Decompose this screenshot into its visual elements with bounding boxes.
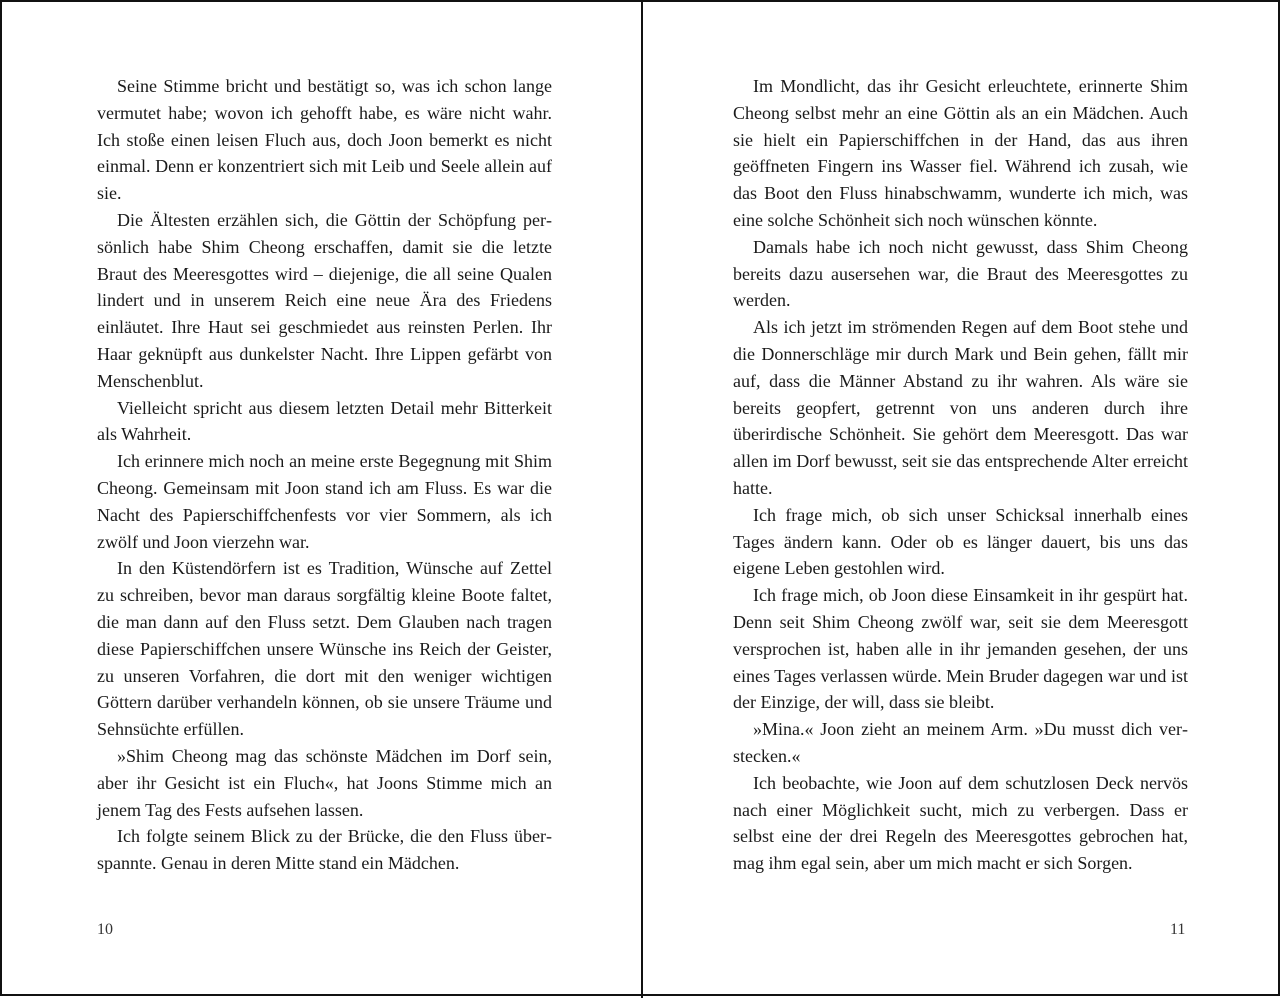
right-page-body bbox=[733, 73, 1188, 877]
left-page-body bbox=[97, 73, 552, 877]
paragraph: Ich beobachte, wie Joon auf dem schutzlosen Deck nervös nach einer Möglichkeit sucht, mich zu verbergen. Dass er selbst eine der drei Regeln des Meeresgottes gebrochen hat, mag ihm egal sein, aber um mich macht er sich Sorgen. bbox=[733, 772, 1188, 874]
paragraph: »Shim Cheong mag das schönste Mädchen im Dorf sein, aber ihr Gesicht ist ein Fluch«, hat Joons Stimme mich an jenem Tag des Fests aufsehen lassen. bbox=[97, 745, 552, 820]
paragraph: Damals habe ich noch nicht gewusst, dass Shim Cheong bereits dazu ausersehen war, die Braut des Meeresgottes zu werden. bbox=[733, 236, 1188, 311]
left-page bbox=[2, 2, 641, 998]
paragraph: In den Küstendörfern ist es Tradition, Wünsche auf Zettel zu schreiben, bevor man daraus sorgfältig kleine Boote faltet, die man dann auf den Fluss setzt. Dem Glauben nach tragen diese Papierschiffchen unsere Wünsche ins Reich der Geister, zu unseren Vorfahren, die dort mit den weniger wichtigen Göttern darüber verhandeln können, ob sie unsere Träume und Sehnsüchte erfüllen. bbox=[97, 558, 552, 740]
paragraph: Als ich jetzt im strömenden Regen auf dem Boot stehe und die Donnerschläge mir durch Mark und Bein gehen, fällt mir auf, dass die Männer Abstand zu ihr wahren. Als wäre sie bereits geopfert, getrennt von uns anderen durch ihre überirdische Schönheit. Sie gehört dem Meeresgott. Das war allen im Dorf bewusst, seit sie das entsprechende Alter erreicht hatte. bbox=[733, 317, 1188, 498]
paragraph: Ich frage mich, ob Joon diese Einsamkeit in ihr gespürt hat. Denn seit Shim Cheong zwölf war, seit sie dem Meeresgott versprochen ist, haben alle in ihr jemanden gesehen, der uns eines Tages verlassen würde. Mein Bruder dagegen war und ist der Einzige, der will, dass sie bleibt. bbox=[733, 585, 1188, 713]
page-number-left: 10 bbox=[97, 921, 113, 938]
paragraph: Vielleicht spricht aus diesem letzten Detail mehr Bitterkeit als Wahrheit. bbox=[97, 397, 552, 445]
paragraph: Seine Stimme bricht und bestätigt so, was ich schon lange vermutet habe; wovon ich gehofft habe, es wäre nicht wahr. Ich stoße einen leisen Fluch aus, doch Joon bemerkt es nicht einmal. Denn er konzentriert sich mit Leib und Seele allein auf sie. bbox=[97, 76, 552, 204]
paragraph: »Mina.« Joon zieht an meinem Arm. »Du musst dich verstecken.« bbox=[733, 719, 1188, 766]
paragraph: Im Mondlicht, das ihr Gesicht erleuchtete, erinnerte Shim Cheong selbst mehr an eine Göttin als an ein Mädchen. Auch sie hielt ein Papierschiffchen in der Hand, das aus ihren geöffneten Fingern ins Wasser fiel. Während ich zusah, wie das Boot den Fluss hinabschwamm, wunderte ich mich, was eine solche Schönheit sich noch wünschen könnte. bbox=[733, 76, 1188, 230]
paragraph: Ich frage mich, ob sich unser Schicksal innerhalb eines Tages ändern kann. Oder ob es länger dauert, bis uns das eigene Leben gestohlen wird. bbox=[733, 504, 1188, 579]
paragraph: Die Ältesten erzählen sich, die Göttin der Schöpfung persönlich habe Shim Cheong erschaffen, damit sie die letzte Braut des Meeresgottes wird – diejenige, die all seine Qualen lindert und in unserem Reich eine neue Ära des Friedens einläutet. Ihre Haut sei geschmiedet aus reinsten Perlen. Ihr Haar geknüpft aus dunkelster Nacht. Ihre Lippen gefärbt von Menschenblut. bbox=[97, 209, 552, 391]
page-number-right: 11 bbox=[1170, 921, 1186, 938]
paragraph: Ich folgte seinem Blick zu der Brücke, die den Fluss überspannte. Genau in deren Mitte stand ein Mädchen. bbox=[97, 826, 552, 874]
paragraph: Ich erinnere mich noch an meine erste Begegnung mit Shim Cheong. Gemeinsam mit Joon stand ich am Fluss. Es war die Nacht des Papierschiffchenfests vor vier Sommern, als ich zwölf und Joon vierzehn war. bbox=[97, 451, 552, 552]
right-page bbox=[643, 2, 1280, 998]
